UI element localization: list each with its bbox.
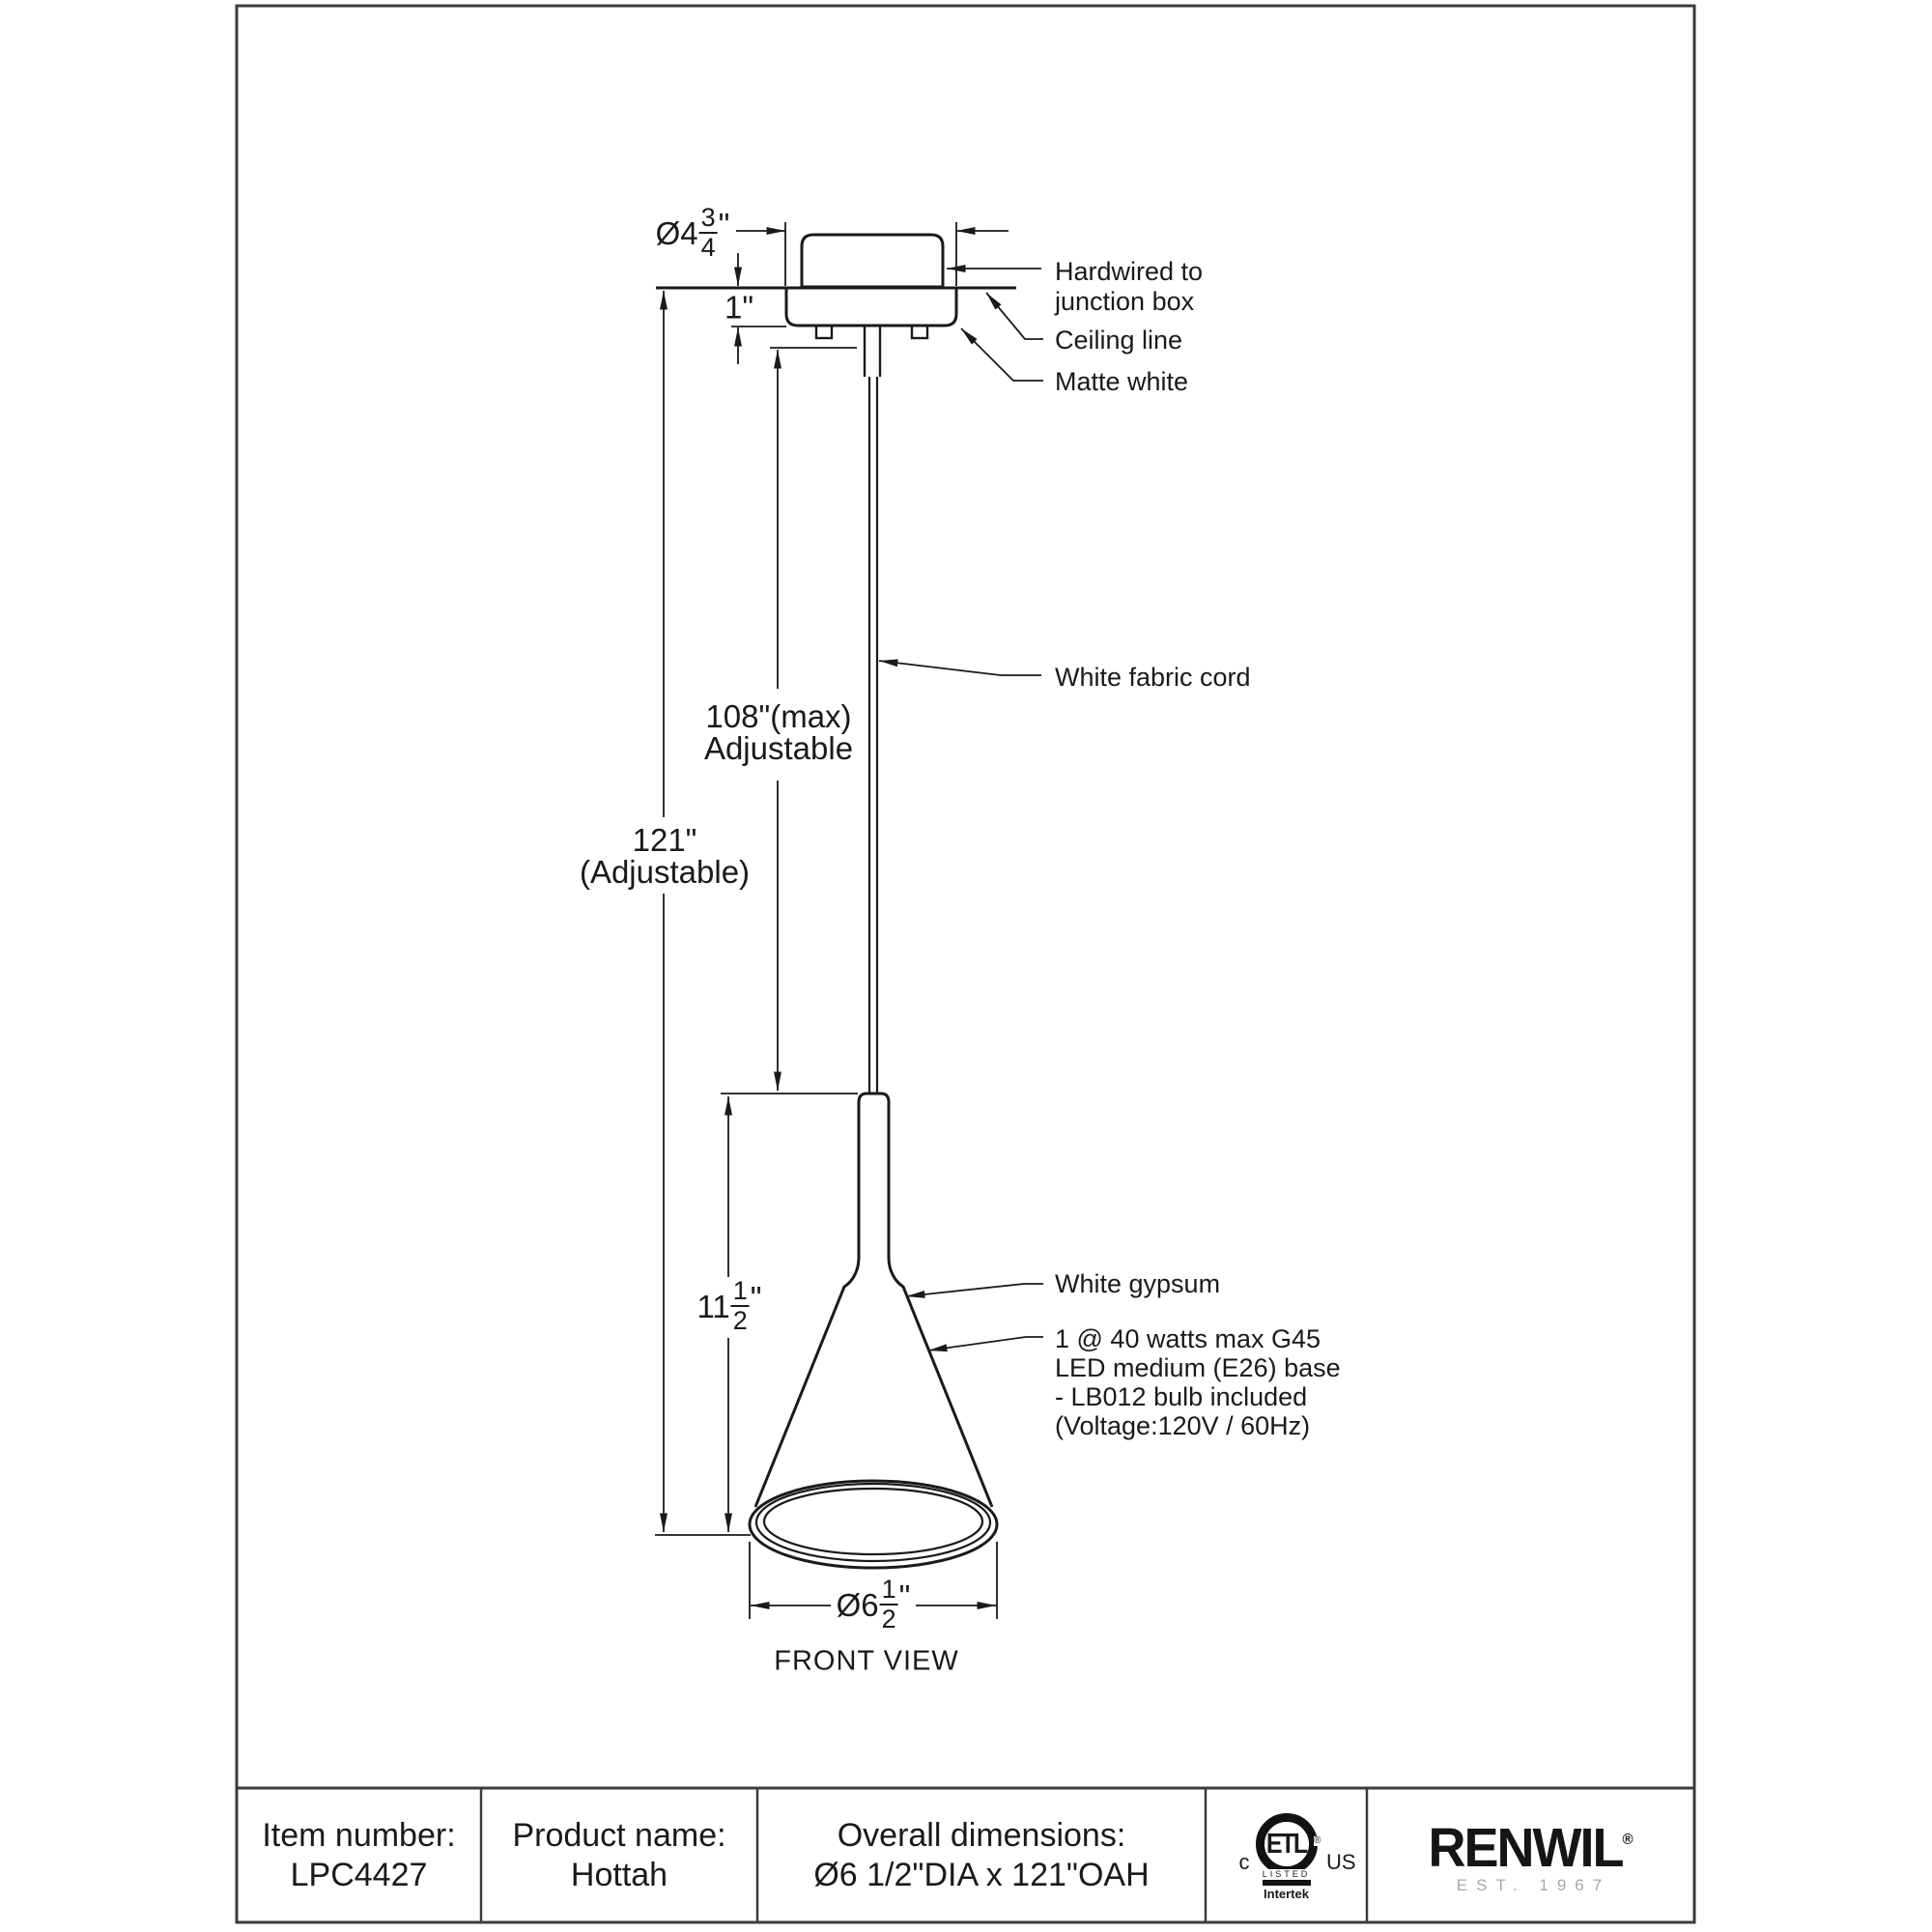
leader-lines bbox=[879, 269, 1043, 1350]
product-name-label: Product name: bbox=[512, 1816, 726, 1854]
etl-bar-icon bbox=[1263, 1880, 1311, 1886]
page-border bbox=[237, 6, 1694, 1922]
shade-neck bbox=[859, 1094, 889, 1258]
page-border-and-table-grid bbox=[237, 6, 1694, 1922]
table-cell-overall-dimensions bbox=[757, 1788, 1206, 1922]
etl-intertek-text: Intertek bbox=[1264, 1887, 1309, 1901]
product-name-value: Hottah bbox=[570, 1856, 668, 1893]
leader-fabric-cord bbox=[879, 661, 1041, 675]
dim-shade-height: 11 $\frac{1}{2}$ " bbox=[696, 1276, 762, 1335]
canopy-tab-left bbox=[816, 326, 832, 338]
dim-canopy-diameter: Ø4 $\frac{3}{4}$ " bbox=[655, 203, 730, 262]
etl-us-letters: US bbox=[1325, 1850, 1356, 1874]
leader-matte-white bbox=[961, 328, 1043, 381]
renwil-registered-symbol: ® bbox=[1622, 1830, 1634, 1848]
shade-rim-inner bbox=[764, 1489, 982, 1554]
renwil-logo bbox=[1367, 1788, 1694, 1922]
leader-white-gypsum bbox=[906, 1284, 1043, 1296]
shade-cone-left bbox=[755, 1258, 859, 1507]
callout-ceiling-line: Ceiling line bbox=[1055, 326, 1183, 355]
fabric-cord bbox=[869, 377, 877, 1094]
dim-cord-adjustable: 108"(max) Adjustable bbox=[703, 698, 854, 766]
shade-rim-middle bbox=[756, 1484, 990, 1561]
overall-dimensions-value: Ø6 1/2"DIA x 121"OAH bbox=[813, 1856, 1150, 1893]
renwil-tagline: EST. 1967 bbox=[1456, 1875, 1611, 1894]
dimension-lines bbox=[664, 231, 1009, 1605]
dim-overall-height: 121" (Adjustable) bbox=[579, 822, 751, 890]
junction-box bbox=[802, 235, 943, 287]
extension-lines bbox=[655, 222, 997, 1619]
dim-canopy-drop: 1" bbox=[724, 289, 754, 326]
overall-dimensions-label: Overall dimensions: bbox=[837, 1816, 1126, 1854]
callout-hardwired: Hardwired to junction box bbox=[1055, 257, 1204, 316]
etl-mark-text: ETL bbox=[1265, 1828, 1307, 1860]
pendant-outline bbox=[656, 235, 1016, 1568]
table-cell-item-number bbox=[237, 1788, 481, 1922]
stem bbox=[865, 326, 880, 377]
callout-bulb-spec: 1 @ 40 watts max G45 LED medium (E26) base - LB012 bulb included (Voltage:120V / 60Hz) bbox=[1055, 1324, 1341, 1440]
callout-matte-white: Matte white bbox=[1055, 367, 1189, 396]
etl-registered-symbol: ® bbox=[1314, 1835, 1321, 1846]
shade-cone-right bbox=[889, 1258, 992, 1507]
canopy bbox=[786, 288, 956, 326]
callout-fabric-cord: White fabric cord bbox=[1055, 663, 1251, 692]
renwil-wordmark: RENWIL® bbox=[1428, 1817, 1634, 1878]
callout-white-gypsum: White gypsum bbox=[1055, 1269, 1221, 1298]
item-number-label: Item number: bbox=[262, 1816, 456, 1854]
item-number-value: LPC4427 bbox=[290, 1856, 428, 1893]
etl-canada-letter: c bbox=[1238, 1850, 1250, 1874]
leader-ceiling-line bbox=[986, 293, 1043, 339]
canopy-tab-right bbox=[912, 326, 927, 338]
leader-bulb-spec bbox=[928, 1337, 1043, 1350]
dim-shade-diameter: Ø6 $\frac{1}{2}$ " bbox=[836, 1575, 911, 1634]
table-cell-product-name bbox=[481, 1788, 757, 1922]
etl-certification-logo bbox=[1206, 1788, 1367, 1922]
front-view-label: FRONT VIEW bbox=[774, 1645, 959, 1677]
etl-listed-text: LISTED bbox=[1262, 1869, 1311, 1879]
